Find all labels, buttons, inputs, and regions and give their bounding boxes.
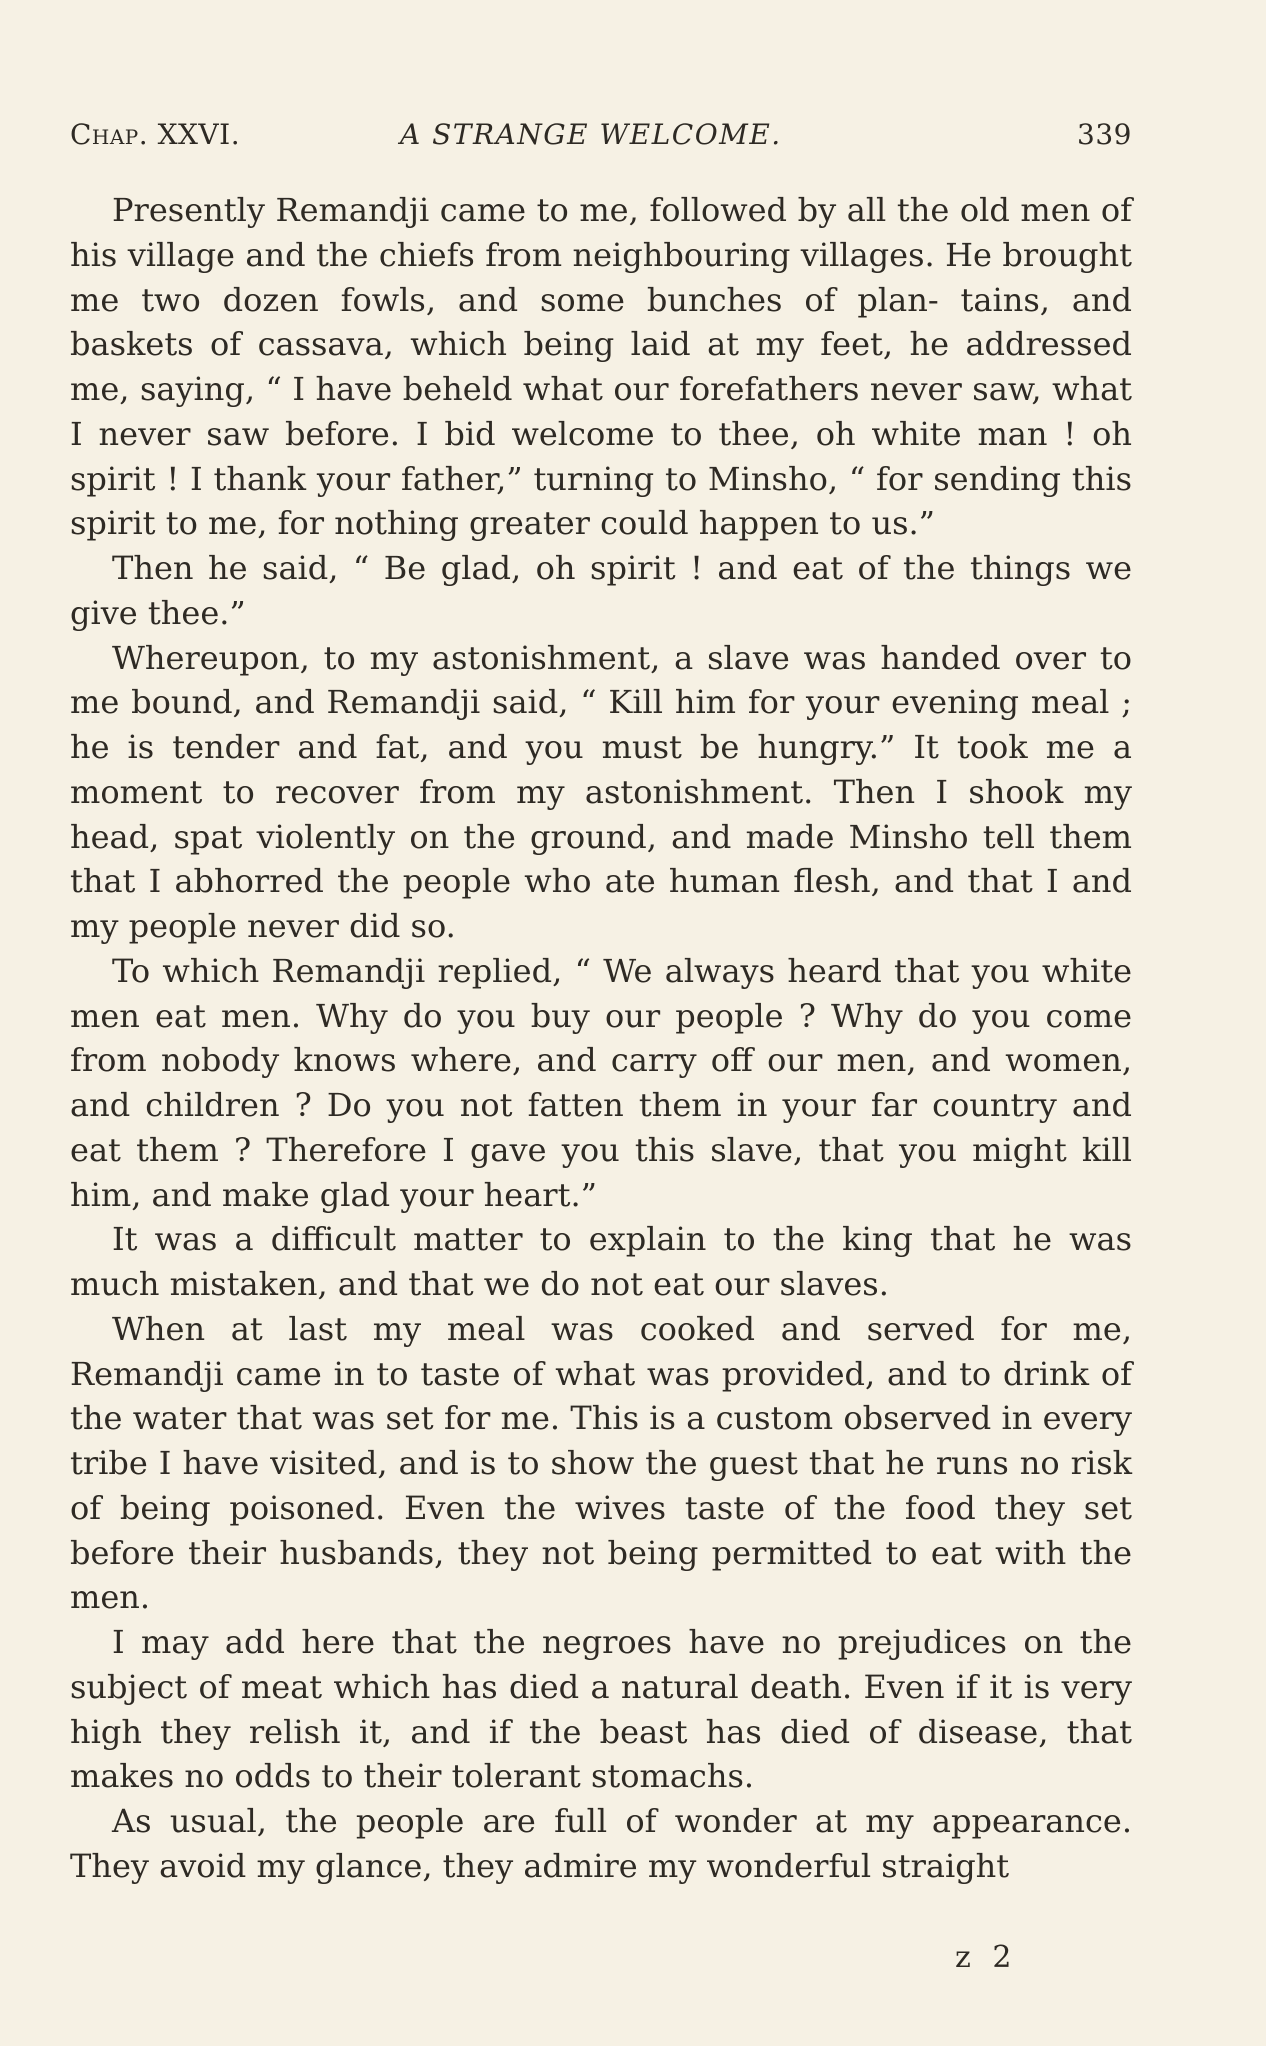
running-header [70, 118, 1132, 158]
page-number: 339 [1077, 118, 1132, 151]
chapter-label: Chap. XXVI. [70, 118, 241, 151]
paragraph: When at last my meal was cooked and served for me, Remandji came in to taste of what was provided, and to drink of the water that was set for me. This is a custom observed in every tribe I have visited, and is to show the guest that he runs no risk of being poisoned. Even the wives taste of the food they set before their husbands, they not being permitted to eat with the men. [70, 1309, 1132, 1617]
signature-mark: z 2 [955, 1940, 1018, 1975]
paragraph: Whereupon, to my astonishment, a slave was handed over to me bound, and Remandji said, “ Kill him for your evening meal ; he is tender and fat, and you must be hungry.” It took me a moment to recover from my astonishment. Then I shook my head, spat violently on the ground, and made Minsho tell them that I abhorred the people who ate human flesh, and that I and my people never did so. [70, 638, 1132, 945]
paragraph: It was a difficult matter to explain to the king that he was much mistaken, and that we do not eat our slaves. [70, 1220, 1132, 1303]
paragraph: To which Remandji replied, “ We always heard that you white men eat men. Why do you buy our people ? Why do you come from nobody knows where, and carry off our men, and women, and children ? Do you not fatten them in your far country and eat them ? Therefore I gave you this slave, that you might kill him, and make glad your heart.” [70, 951, 1132, 1214]
paragraph: Presently Remandji came to me, followed by all the old men of his village and the chiefs from neighbouring villages. He brought me two dozen fowls, and some bunches of plan- tains, and baskets of cassava, which being laid at my feet, he addressed me, saying, “ I have beheld what our forefathers never saw, what I never saw before. I bid welcome to thee, oh white man ! oh spirit ! I thank your father,” turning to Minsho, “ for sending this spirit to me, for nothing greater could happen to us.” [70, 191, 1132, 543]
paragraph: I may add here that the negroes have no prejudices on the subject of meat which has died a natural death. Even if it is very high they relish it, and if the beast has died of disease, that makes no odds to their tolerant stomachs. [70, 1623, 1132, 1796]
chapter-title: A STRANGE WELCOME. [400, 118, 782, 151]
paragraph: As usual, the people are full of wonder at my appearance. They avoid my glance, they admire my wonderful straight [70, 1802, 1132, 1885]
body-text [70, 188, 1132, 1889]
paragraph: Then he said, “ Be glad, oh spirit ! and eat of the things we give thee.” [70, 549, 1132, 632]
